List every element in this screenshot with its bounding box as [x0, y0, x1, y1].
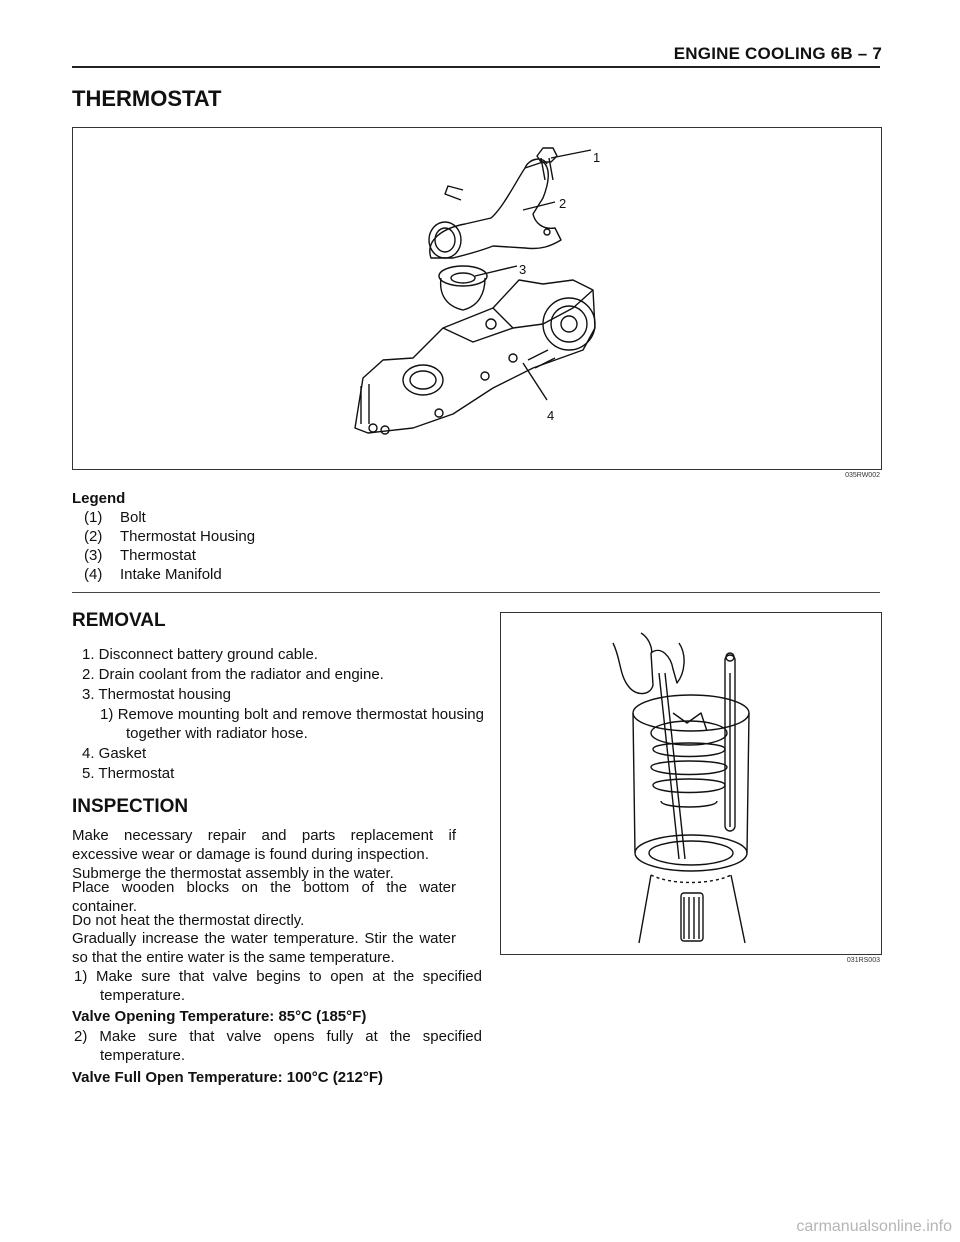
- section-title: THERMOSTAT: [72, 86, 222, 111]
- thermostat-exploded-drawing: [73, 128, 881, 469]
- inspection-paragraph: Place wooden blocks on the bottom of the water container.: [72, 879, 456, 915]
- valve-full-open-temperature: Valve Full Open Temperature: 100°C (212°F): [72, 1069, 383, 1086]
- inspection-substep: 2) Make sure that valve opens fully at the specified temperature.: [74, 1028, 482, 1064]
- figure-2-code: 031RS003: [846, 957, 880, 964]
- thermostat-test-figure: [500, 612, 882, 955]
- legend-item-number: (1): [84, 509, 103, 526]
- valve-opening-temperature: Valve Opening Temperature: 85°C (185°F): [72, 1008, 367, 1025]
- legend-item-label: Bolt: [120, 509, 146, 526]
- legend-item: [84, 528, 255, 545]
- legend-item-number: (4): [84, 566, 103, 583]
- callout-1: 1: [593, 150, 601, 165]
- removal-step: 4. Gasket: [82, 745, 147, 762]
- legend-item-label: Thermostat: [120, 547, 196, 564]
- callout-4: 4: [547, 408, 555, 423]
- figure-1-code: 035RW002: [845, 472, 880, 479]
- legend-item-number: (2): [84, 528, 103, 545]
- header-rule: [72, 66, 880, 68]
- legend-item-label: Thermostat Housing: [120, 528, 256, 545]
- removal-step: 3. Thermostat housing: [82, 686, 231, 703]
- page-header-title: ENGINE COOLING 6B – 7: [673, 44, 882, 63]
- inspection-paragraph: Submerge the thermostat assembly in the water.: [72, 865, 394, 882]
- removal-step: 2. Drain coolant from the radiator and engine.: [82, 666, 384, 683]
- legend-item: [84, 509, 146, 526]
- inspection-paragraph: Make necessary repair and parts replacement if excessive wear or damage is found during inspection.: [72, 827, 456, 863]
- legend-item-number: (3): [84, 547, 103, 564]
- legend-title: Legend: [72, 490, 126, 507]
- inspection-heading: INSPECTION: [72, 796, 189, 817]
- thermostat-test-drawing: [501, 613, 881, 954]
- removal-heading: REMOVAL: [72, 610, 166, 631]
- legend-item: [84, 547, 196, 564]
- watermark: carmanualsonline.info: [796, 1218, 952, 1235]
- removal-substep: 1) Remove mounting bolt and remove thermostat housing together with radiator hose.: [100, 706, 484, 742]
- thermostat-exploded-figure: [72, 127, 882, 470]
- removal-step: 1. Disconnect battery ground cable.: [82, 646, 318, 663]
- callout-3: 3: [519, 262, 527, 277]
- callout-2: 2: [559, 196, 567, 211]
- inspection-substep: 1) Make sure that valve begins to open at the specified temperature.: [74, 968, 482, 1004]
- legend-item-label: Intake Manifold: [120, 566, 222, 583]
- inspection-paragraph: Gradually increase the water temperature. Stir the water so that the entire water is the same temperature.: [72, 930, 456, 966]
- removal-step: 5. Thermostat: [82, 765, 175, 782]
- section-divider: [72, 592, 880, 593]
- inspection-paragraph: Do not heat the thermostat directly.: [72, 912, 305, 929]
- legend-item: [84, 566, 222, 583]
